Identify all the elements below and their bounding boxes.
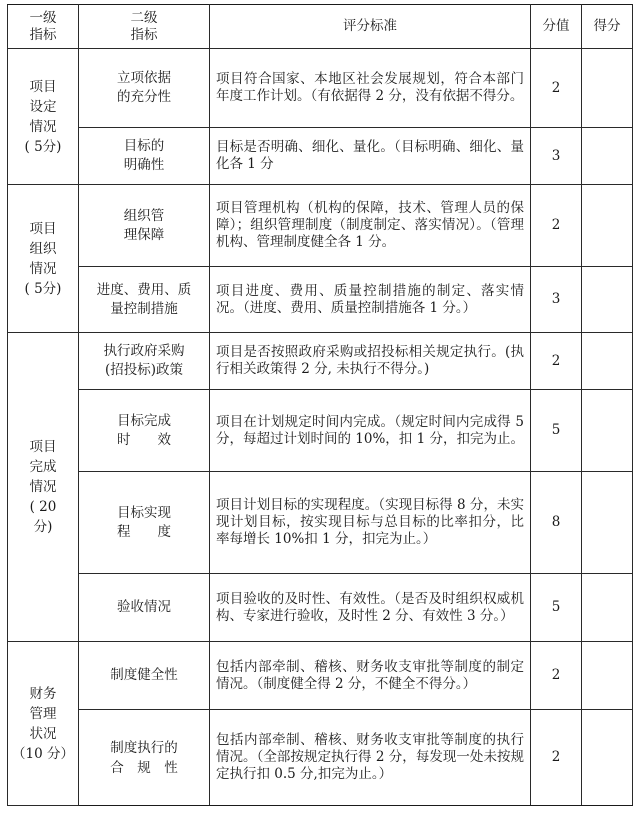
criteria-cell: 包括内部牵制、稽核、财务收支审批等制度的制定情况。（制度健全得 2 分，不健全不得分。）	[210, 642, 531, 710]
points-cell: 5	[531, 390, 582, 472]
table-row	[8, 267, 633, 333]
header-score: 得分	[582, 5, 633, 49]
score-cell	[582, 710, 633, 806]
header-criteria: 评分标准	[210, 5, 531, 49]
points-cell: 2	[531, 333, 582, 390]
criteria-cell: 项目符合国家、本地区社会发展规划，符合本部门年度工作计划。（有依据得 2 分，没有依据不得分。	[210, 49, 531, 128]
criteria-cell: 项目管理机构（机构的保障，技术、管理人员的保障）；组织管理制度（制度制定、落实情况）。（管理机构、管理制度健全各 1 分。	[210, 185, 531, 267]
table-row	[8, 390, 633, 472]
criteria-cell: 目标是否明确、细化、量化。（目标明确、细化、量化各 1 分	[210, 128, 531, 185]
criteria-cell: 项目计划目标的实现程度。（实现目标得 8 分，未实现计划目标，按实现目标与总目标的比率扣分，比率每增长 10%扣 1 分，扣完为止。）	[210, 472, 531, 574]
points-cell: 5	[531, 574, 582, 642]
table-row	[8, 642, 633, 710]
table-row	[8, 333, 633, 390]
points-cell: 8	[531, 472, 582, 574]
score-cell	[582, 185, 633, 267]
table-row	[8, 128, 633, 185]
criteria-cell: 项目进度、费用、质量控制措施的制定、落实情况。（进度、费用、质量控制措施各 1 分。）	[210, 267, 531, 333]
points-cell: 3	[531, 128, 582, 185]
section-label: 项目 设定 情况 ( 5分)	[8, 49, 79, 185]
indicator-cell: 制度执行的 合 规 性	[79, 710, 210, 806]
criteria-cell: 包括内部牵制、稽核、财务收支审批等制度的执行情况。（全部按规定执行得 2 分，每发现一处未按规定执行扣 0.5 分,扣完为止。）	[210, 710, 531, 806]
points-cell: 2	[531, 642, 582, 710]
criteria-cell: 项目是否按照政府采购或招投标相关规定执行。(执行相关政策得 2 分, 未执行不得分。)	[210, 333, 531, 390]
score-cell	[582, 642, 633, 710]
score-cell	[582, 333, 633, 390]
indicator-cell: 进度、费用、质 量控制措施	[79, 267, 210, 333]
table-row	[8, 472, 633, 574]
header-level1: 一级 指标	[8, 5, 79, 49]
indicator-cell: 目标的 明确性	[79, 128, 210, 185]
score-cell	[582, 128, 633, 185]
score-cell	[582, 49, 633, 128]
criteria-cell: 项目在计划规定时间内完成。（规定时间内完成得 5 分，每超过计划时间的 10%，扣 1 分，扣完为止。	[210, 390, 531, 472]
scoring-table	[7, 4, 633, 806]
indicator-cell: 验收情况	[79, 574, 210, 642]
score-cell	[582, 267, 633, 333]
table-row	[8, 185, 633, 267]
table-row	[8, 710, 633, 806]
indicator-cell: 执行政府采购 (招投标)政策	[79, 333, 210, 390]
table-row	[8, 49, 633, 128]
section-label: 项目 完成 情况 ( 20 分)	[8, 333, 79, 642]
score-cell	[582, 574, 633, 642]
header-level2: 二级 指标	[79, 5, 210, 49]
indicator-cell: 制度健全性	[79, 642, 210, 710]
points-cell: 2	[531, 710, 582, 806]
header-points: 分值	[531, 5, 582, 49]
section-label: 项目 组织 情况 ( 5分)	[8, 185, 79, 333]
points-cell: 2	[531, 49, 582, 128]
indicator-cell: 立项依据 的充分性	[79, 49, 210, 128]
criteria-cell: 项目验收的及时性、有效性。（是否及时组织权威机构、专家进行验收，及时性 2 分、有效性 3 分。）	[210, 574, 531, 642]
section-label: 财务 管理 状况 （10 分）	[8, 642, 79, 806]
score-cell	[582, 390, 633, 472]
table-row	[8, 574, 633, 642]
indicator-cell: 目标完成 时 效	[79, 390, 210, 472]
header-row	[8, 5, 633, 49]
points-cell: 3	[531, 267, 582, 333]
indicator-cell: 目标实现 程 度	[79, 472, 210, 574]
indicator-cell: 组织管 理保障	[79, 185, 210, 267]
score-cell	[582, 472, 633, 574]
points-cell: 2	[531, 185, 582, 267]
